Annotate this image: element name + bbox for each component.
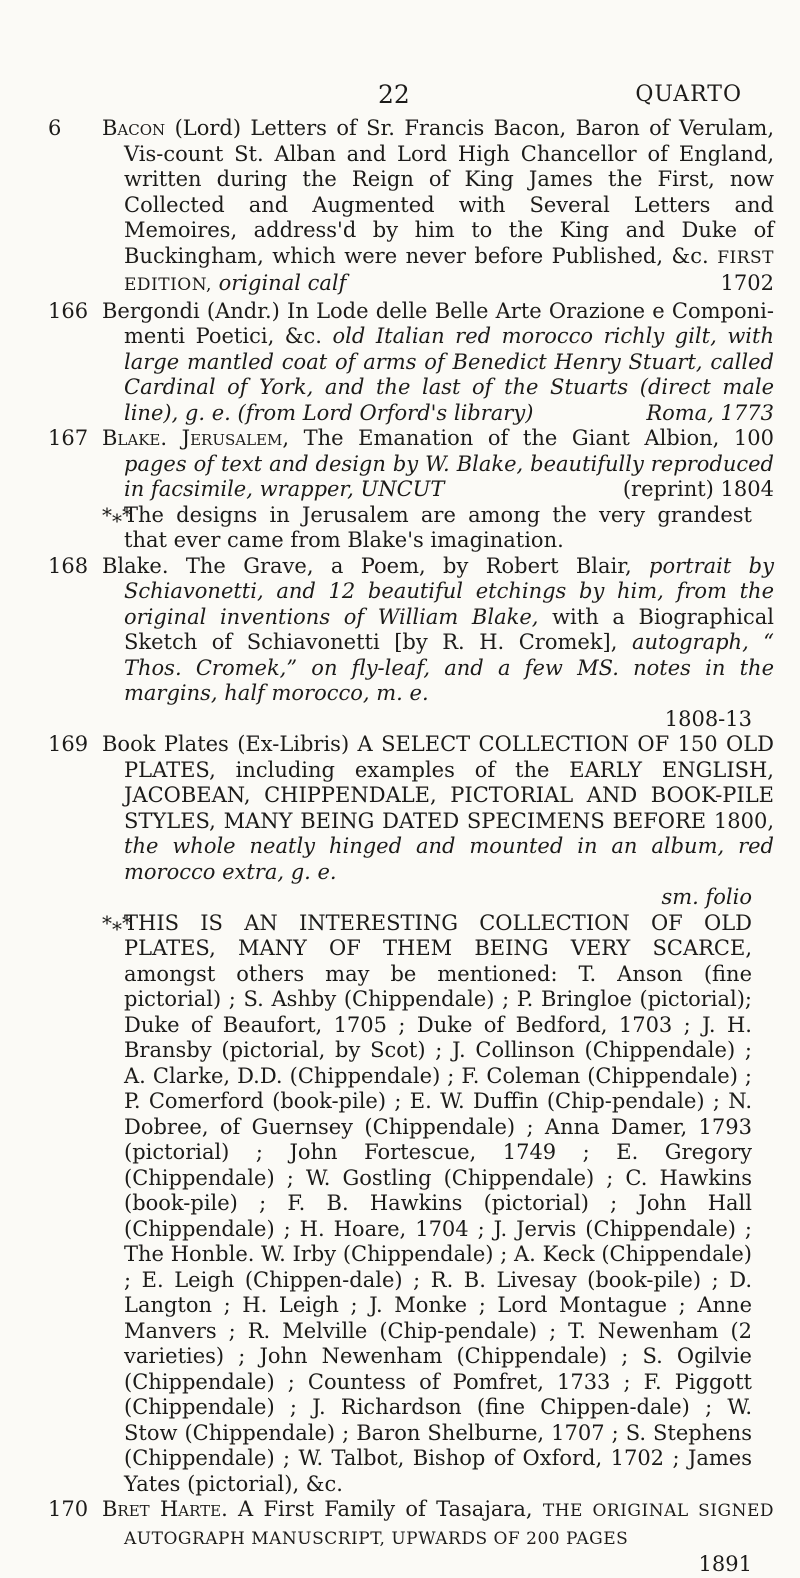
entry-text [102,116,774,299]
entry-text [102,1497,774,1552]
entry-title: Jerusalem, [181,426,290,450]
catalogue-entry-167 [0,426,800,503]
catalogue-entry-6 [0,116,800,299]
page-header [0,80,800,110]
entry-description: portrait by Schiavonetti, and 12 beautiful etchings by him, from the original inventions of William Blake, [124,553,774,629]
entry-author: Blake. [102,426,168,450]
entry-size [0,885,752,911]
entry-place-date: Roma, 1773 [646,400,774,425]
entry-note-169 [0,911,800,1498]
entry-description: pages of text and design by W. Blake, beautifully reproduced in facsimile, wrapper, UNCUT [124,451,774,501]
lot-number: 166 [48,298,89,323]
lot-number: 167 [48,426,89,450]
entry-title: (Andr.) In Lode delle Belle Arte Orazione e Componi-menti Poetici, &c. [124,298,774,348]
entry-date: 1808-13 [664,706,752,731]
lot-number: 169 [48,732,89,756]
entry-title: (Ex-Libris) A SELECT COLLECTION OF 150 OLD PLATES, including examples of the EARLY ENGLISH, JACOBEAN, CHIPPENDALE, PICTORIAL AND BOOK-PILE STYLES, MANY BEING DATED SPECIMENS BEFORE 1800, [124,732,774,833]
entry-title: The Grave, a Poem, by Robert Blair, [185,553,632,578]
entry-title: A First Family of Tasajara, [238,1497,533,1521]
entry-date: 1702 [720,271,774,295]
entry-edition: FIRST EDITION, [124,247,774,295]
asterism-icon: *⁎* [102,502,132,527]
page-number: 22 [378,80,410,109]
catalogue-entry-169 [0,732,800,911]
entry-description: the whole neatly hinged and mounted in an album, red morocco extra, g. e. [124,834,774,884]
lot-number: 170 [48,1497,89,1521]
entry-author: Bacon [102,116,166,140]
entry-author: Blake. [102,553,169,578]
catalogue-entries [0,116,800,1578]
note-text: The designs in Jerusalem are among the very grandest that ever came from Blake's imagination. [124,502,752,552]
catalogue-entry-168 [0,554,800,733]
asterism-icon: *⁎* [102,910,132,935]
entry-date: (reprint) 1804 [622,477,774,501]
entry-size-text: sm. folio [661,885,752,909]
lot-number: 6 [48,116,62,140]
entry-description-2: autograph, “ Thos. Cromek,” on fly-leaf, and a few MS. notes in the margins, half morocco, m. e. [124,630,774,705]
entry-description: THE ORIGINAL SIGNED AUTOGRAPH MANUSCRIPT, UPWARDS OF 200 PAGES [124,1501,774,1549]
entry-text [102,426,774,503]
section-title: QUARTO [635,82,742,107]
entry-author: Bergondi [102,298,200,323]
entry-title: (Lord) Letters of Sr. Francis Bacon, Baron of Verulam, Vis-count St. Alban and Lord High Chancellor of England, written during the Reign of King James the First, now Collected and Augmented with Several Letters and Memoires, address'd by him to the King and Duke of Buckingham, which were never before Published, &c. [124,116,774,268]
entry-note-167 [0,503,800,554]
entry-text [102,732,774,885]
entry-author: Bret Harte. [102,1497,228,1521]
entry-date: 1891 [698,1552,752,1576]
note-text: THIS IS AN INTERESTING COLLECTION OF OLD PLATES, MANY OF THEM BEING VERY SCARCE, amongst others may be mentioned: T. Anson (fine pictorial) ; S. Ashby (Chippendale) ; P. Bringloe (pictorial); Duke of Beaufort, 1705 ; Duke of Bedford, 1703 ; J. H. Bransby (pictorial, by Scot) ; J. Collinson (Chippendale) ; A. Clarke, D.D. (Chippendale) ; F. Coleman (Chippendale) ; P. Comerford (book-pile) ; E. W. Duffin (Chip-pendale) ; N. Dobree, of Guernsey (Chippendale) ; Anna Damer, 1793 (pictorial) ; John Fortescue, 1749 ; E. Gregory (Chippendale) ; W. Gostling (Chippendale) ; C. Hawkins (book-pile) ; F. B. Hawkins (pictorial) ; John Hall (Chippendale) ; H. Hoare, 1704 ; J. Jervis (Chippendale) ; The Honble. W. Irby (Chippendale) ; A. Keck (Chippendale) ; E. Leigh (Chippen-dale) ; R. B. Livesay (book-pile) ; D. Langton ; H. Leigh ; J. Monke ; Lord Montague ; Anne Manvers ; R. Melville (Chip-pendale) ; T. Newenham (2 varieties) ; John Newenham (Chippendale) ; S. Ogilvie (Chippendale) ; Countess of Pomfret, 1733 ; F. Piggott (Chippendale) ; J. Richardson (fine Chippen-dale) ; W. Stow (Chippendale) ; Baron Shelburne, 1707 ; S. Stephens (Chippendale) ; W. Talbot, Bishop of Oxford, 1702 ; James Yates (pictorial), &c. [124,910,752,1496]
catalogue-entry-166 [0,299,800,427]
entry-subtitle: with a Biographical Sketch of Schiavonetti [by R. H. Cromek], [124,604,774,654]
entry-subtitle: The Emanation of the Giant Albion, 100 [303,426,774,450]
catalogue-entry-170 [0,1497,800,1578]
lot-number: 168 [48,553,89,578]
entry-text [102,299,774,427]
entry-text [102,554,774,707]
entry-author: Book Plates [102,732,229,756]
entry-binding: original calf [218,271,347,295]
entry-binding: old Italian red morocco richly gilt, with large mantled coat of arms of Benedict Henry Stuart, called Cardinal of York, and the last of the Stuarts (direct male line), g. e. (from Lord Orford's library) [124,324,774,425]
